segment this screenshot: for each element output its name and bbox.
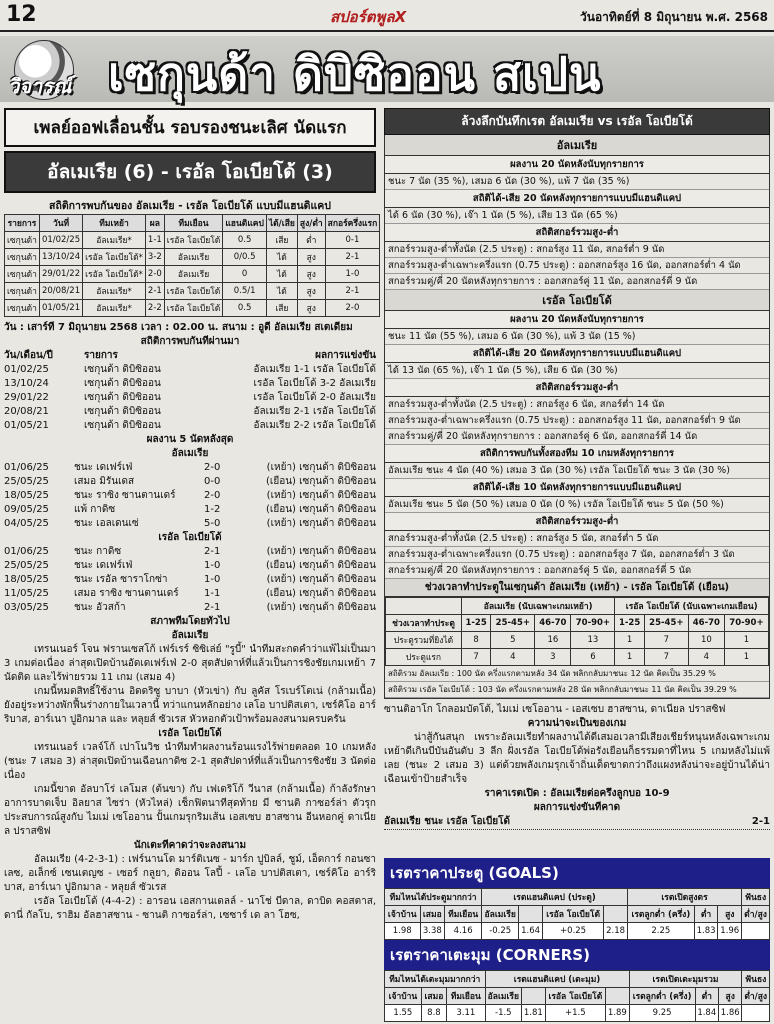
table-cell: 3.11	[447, 1005, 485, 1022]
both-ou-line: สกอร์รวมสูง-ต่ำทั้งนัด (2.5 ประตู) : สกอร์สูง 5 นัด, สกอร์ต่ำ 5 นัด	[385, 531, 769, 547]
match-title: อัลเมเรีย (6) - เรอัล โอเบียโด้ (3)	[4, 151, 376, 193]
team1-ou-line: สกอร์รวมสูง-ต่ำทั้งนัด (2.5 ประตู) : สกอร์สูง 11 นัด, สกอร์ต่ำ 9 นัด	[385, 242, 769, 258]
list-item	[4, 363, 376, 377]
goals-group2: เรตแฮนดิแคป (ประตู)	[482, 889, 628, 906]
list-item	[4, 503, 376, 517]
table-cell: 0.5	[223, 300, 267, 317]
table-cell: 1.98	[385, 923, 421, 940]
form-opponent: เสมอ มิรันเดส	[74, 476, 135, 487]
form-venue: (เหย้า) เซกุนด้า ดิบิซิออน	[266, 546, 376, 557]
goal-time-sub2: เรอัล โอเบียโด้ (นับเฉพาะเกมเยือน)	[615, 598, 769, 615]
condition-team2: เรอัล โอเบียโด้	[158, 728, 222, 739]
table-cell: 1.96	[718, 923, 742, 940]
form-score: 2-1	[204, 602, 221, 613]
form-opponent: ชนะ ราซิ่ง ซานตานเดร์	[74, 490, 176, 501]
past-header	[4, 349, 376, 363]
list-item	[4, 587, 376, 601]
table-cell: 2-1	[145, 283, 164, 300]
corners-group2: เรตแฮนดิแคป (เตะมุม)	[485, 971, 629, 988]
form-date: 03/05/25	[4, 602, 49, 613]
past-result: อัลเมเรีย 2-2 เรอัล โอเบียโด้	[253, 420, 376, 431]
goals-col	[519, 906, 543, 923]
table-cell: อัลเมเรีย*	[83, 283, 146, 300]
form-venue: (เหย้า) เซกุนด้า ดิบิซิออน	[266, 574, 376, 585]
both-record: อัลเมเรีย ชนะ 4 นัด (40 %) เสมอ 3 นัด (30 %) เรอัล โอเบียโด้ ชนะ 3 นัด (30 %)	[385, 463, 769, 479]
goals-col: สูง	[718, 906, 742, 923]
table-cell: 2.18	[604, 923, 628, 940]
corners-col: ทีมเยือน	[447, 988, 485, 1005]
table-cell: +1.5	[545, 1005, 606, 1022]
table-cell: 10	[688, 632, 724, 649]
form-score: 2-0	[204, 462, 221, 473]
table-cell: อัลเมเรีย	[164, 249, 223, 266]
h2h-caption: สถิติการพบกันของ อัลเมเรีย - เรอัล โอเบียโด้ แบบมีแฮนดิแคป	[49, 200, 331, 212]
h2h-header-cell: ทีมเหย้า	[83, 215, 146, 232]
goals-group3: เรตเปิดสูงตร	[627, 889, 741, 906]
goal-time-table	[385, 597, 769, 666]
corners-col: ต่ำ	[695, 988, 718, 1005]
table-cell: 1-0	[325, 266, 380, 283]
form-score: 0-0	[204, 476, 221, 487]
form-opponent: เสมอ ราซิ่ง ซานตานเดร์	[74, 588, 179, 599]
corners-col: ต่ำ/สูง	[742, 988, 770, 1005]
table-cell: เรอัล โอเบียโด้	[164, 232, 223, 249]
rate-stats-head: ล้วงลึกบันทึกเรต อัลเมเรีย vs เรอัล โอเบียโด้	[384, 108, 770, 135]
form-date: 01/06/25	[4, 462, 49, 473]
table-cell: 1	[724, 649, 768, 666]
list-item	[4, 377, 376, 391]
table-cell: 2-0	[325, 300, 380, 317]
form-opponent: ชนะ กาดิซ	[74, 546, 122, 557]
table-cell: เรอัล โอเบียโด้	[164, 300, 223, 317]
section-label: วิจารณ์	[8, 74, 72, 98]
condition-team1: อัลเมเรีย	[171, 630, 209, 641]
team1-hc: ได้ 6 นัด (30 %), เจ๊า 1 นัด (5 %), เสีย 13 นัด (65 %)	[385, 208, 769, 224]
list-item	[4, 545, 376, 559]
corners-odds	[384, 940, 770, 1022]
table-cell: 29/01/22	[39, 266, 82, 283]
past-result: เรอัล โอเบียโด้ 2-0 อัลเมเรีย	[253, 392, 376, 403]
table-cell: เซกุนด้า	[5, 232, 40, 249]
goals-odds-title: เรตราคาประตู (GOALS)	[384, 858, 770, 888]
past-col-comp: รายการ	[84, 350, 118, 361]
table-cell: 1.84	[695, 1005, 718, 1022]
table-cell: เรอัล โอเบียโด้*	[83, 266, 146, 283]
table-cell: เสีย	[266, 232, 297, 249]
team1-hc-head: สถิติได้-เสีย 20 นัดหลังทุกรายการแบบมีแฮนดิแคป	[385, 190, 769, 208]
lineup-team2: เรอัล โอเบียโด้ (4-4-2) : อารอน เอสกานเดลล์ - นาโช่ บีดาล, ดาบิด คอสตาส, ดานี่ กัลโบ, ราฮิม อัลฮาสซาน - ซานติ กาซอร์ล่า, เซซาร์ เด ลา โฮซ,	[4, 896, 376, 921]
goals-group1: ทีมไหนได้ประตูมากกว่า	[385, 889, 482, 906]
goal-time-col: 25-45+	[491, 615, 535, 632]
table-cell: ได้	[266, 249, 297, 266]
table-cell: 9.25	[629, 1005, 695, 1022]
both-ou-line: สกอร์รวมคู่/คี่ 20 นัดหลังทุกรายการ : ออกสกอร์คู่ 5 นัด, ออกสกอร์คี่ 5 นัด	[385, 563, 769, 579]
table-cell: 5	[491, 632, 535, 649]
goal-time-col: 1-25	[615, 615, 644, 632]
comeback-note: สถิติรวม เรอัล โอเบียโด้ : 103 นัด ครึ่งแรกตามหลัง 28 นัด พลิกกลับมาชนะ 11 นัด คิดเป็น 39.29 %	[385, 682, 769, 698]
form-venue: (เยือน) เซกุนด้า ดิบิซิออน	[266, 476, 376, 487]
form-venue: (เยือน) เซกุนด้า ดิบิซิออน	[266, 588, 376, 599]
past-competition: เซกุนด้า ดิบิซิออน	[84, 392, 161, 403]
table-cell	[742, 923, 770, 940]
h2h-table	[4, 214, 380, 317]
table-cell: 0.5	[223, 232, 267, 249]
goal-time-col: 46-70	[535, 615, 571, 632]
table-cell: อัลเมเรีย*	[83, 300, 146, 317]
predict-row	[384, 815, 770, 830]
team2-hc: ได้ 13 นัด (65 %), เจ๊า 1 นัด (5 %), เสีย 6 นัด (30 %)	[385, 363, 769, 379]
team2-record: ชนะ 11 นัด (55 %), เสมอ 6 นัด (30 %), แพ้ 3 นัด (15 %)	[385, 329, 769, 345]
goal-time-col: 70-90+	[724, 615, 768, 632]
table-row	[5, 232, 380, 249]
form-date: 25/05/25	[4, 476, 49, 487]
form-venue: (เหย้า) เซกุนด้า ดิบิซิออน	[266, 490, 376, 501]
table-cell: เซกุนด้า	[5, 300, 40, 317]
table-cell: เรอัล โอเบียโด้	[164, 283, 223, 300]
corners-col: เรอัล โอเบียโด้	[545, 988, 606, 1005]
table-cell: เซกุนด้า	[5, 283, 40, 300]
predict-title: ผลการแข่งขันที่คาด	[533, 802, 621, 813]
table-cell: 1.83	[694, 923, 718, 940]
table-cell: +0.25	[542, 923, 603, 940]
table-row	[5, 300, 380, 317]
table-cell: -0.25	[482, 923, 519, 940]
form-score: 5-0	[204, 518, 221, 529]
both-ou-line: สกอร์รวมสูง-ต่ำเฉพาะครึ่งแรก (0.75 ประตู) : ออกสกอร์สูง 7 นัด, ออกสกอร์ต่ำ 3 นัด	[385, 547, 769, 563]
table-cell: -1.5	[485, 1005, 522, 1022]
list-item	[4, 489, 376, 503]
list-item	[4, 559, 376, 573]
condition-team2-para1: เทรนเนอร์ เวลจ์โก้ เปาโนวิช นำทีมทำผลงานร้อนแรงไร้พ่ายตลอด 10 เกมหลัง (ชนะ 7 เสมอ 3) ล่าสุดเปิดบ้านเฉือนกาดิซ 2-1 สุดสัปดาห์ที่แล้วเป็นการชิงชัย 3 นัดต่อเนื่อง	[4, 742, 376, 781]
table-cell: 2-1	[325, 249, 380, 266]
form-venue: (เหย้า) เซกุนด้า ดิบิซิออน	[266, 462, 376, 473]
table-row	[5, 283, 380, 300]
table-cell: 7	[644, 632, 688, 649]
corners-odds-title: เรตราคาเตะมุม (CORNERS)	[384, 940, 770, 970]
past-date: 13/10/24	[4, 378, 49, 389]
team2-record-head: ผลงาน 20 นัดหลังนับทุกรายการ	[385, 311, 769, 329]
team1-name: อัลเมเรีย	[385, 135, 769, 156]
team1-ou-line: สกอร์รวมสูง-ต่ำเฉพาะครึ่งแรก (0.75 ประตู) : ออกสกอร์สูง 16 นัด, ออกสกอร์ต่ำ 4 นัด	[385, 258, 769, 274]
table-cell: ประตูรวมที่ยิงได้	[386, 632, 462, 649]
predict-result: อัลเมเรีย ชนะ เรอัล โอเบียโด้	[384, 816, 511, 827]
form-date: 11/05/25	[4, 588, 49, 599]
table-cell: สูง	[297, 300, 325, 317]
goals-col: ทีมเยือน	[445, 906, 482, 923]
form-score: 1-0	[204, 574, 221, 585]
table-cell: 01/05/21	[39, 300, 82, 317]
chance-title: ความน่าจะเป็นของเกม	[527, 718, 627, 729]
table-cell: 0	[223, 266, 267, 283]
form-date: 18/05/25	[4, 490, 49, 501]
team1-record-head: ผลงาน 20 นัดหลังนับทุกรายการ	[385, 156, 769, 174]
corners-col	[522, 988, 545, 1005]
team2-ou-line: สกอร์รวมสูง-ต่ำเฉพาะครึ่งแรก (0.75 ประตู) : ออกสกอร์สูง 11 นัด, ออกสกอร์ต่ำ 9 นัด	[385, 413, 769, 429]
both-hc-head: สถิติได้-เสีย 10 นัดหลังทุกรายการแบบมีแฮนดิแคป	[385, 479, 769, 497]
goals-col: ต่ำ/สูง	[742, 906, 770, 923]
odds-pick: ราคาเรตเปิด : อัลเมเรียต่อครึ่งลูกบอ 10-9	[484, 788, 670, 799]
goals-odds	[384, 858, 770, 940]
form-venue: (เหย้า) เซกุนด้า ดิบิซิออน	[266, 518, 376, 529]
past-result: เรอัล โอเบียโด้ 3-2 อัลเมเรีย	[253, 378, 376, 389]
table-cell: 1	[724, 632, 768, 649]
table-cell: 2.25	[627, 923, 694, 940]
kickoff-info: วัน : เสาร์ที่ 7 มิถุนายน 2568 เวลา : 02.00 น. สนาม : อูดี อัลเมเรีย สเตเดียม	[4, 322, 353, 333]
form-score: 1-1	[204, 588, 221, 599]
goals-group4: ฟันธง	[742, 889, 770, 906]
goal-time-head: ช่วงเวลาทำประตูในเซกุนด้า อัลเมเรีย (เหย้า) - เรอัล โอเบียโด้ (เยือน)	[385, 579, 769, 597]
table-cell: ได้	[266, 266, 297, 283]
corners-group1: ทีมไหนได้เตะมุมมากกว่า	[385, 971, 486, 988]
table-cell: 1	[615, 649, 644, 666]
goal-time-col: 70-90+	[571, 615, 615, 632]
list-item	[4, 601, 376, 615]
goal-time-sub1: อัลเมเรีย (นับเฉพาะเกมเหย้า)	[461, 598, 615, 615]
lineup-title: นักเตะที่คาดว่าจะลงสนาม	[133, 840, 247, 851]
past-title: สถิติการพบกันที่ผ่านมา	[140, 336, 240, 347]
form2-list	[4, 545, 376, 615]
table-cell: 2-0	[145, 266, 164, 283]
table-cell: สูง	[297, 249, 325, 266]
table-cell: 16	[535, 632, 571, 649]
form-title: ผลงาน 5 นัดหลังสุด	[146, 434, 234, 445]
right-column	[384, 108, 770, 830]
goals-col: เสมอ	[420, 906, 445, 923]
table-row	[386, 649, 769, 666]
issue-date: วันอาทิตย์ที่ 8 มิถุนายน พ.ศ. 2568	[580, 10, 768, 24]
list-item	[4, 517, 376, 531]
table-cell: 4	[491, 649, 535, 666]
form-opponent: ชนะ เดเฟร์เฟ่	[74, 462, 133, 473]
headline: เพลย์ออฟเลื่อนชั้น รอบรองชนะเลิศ นัดแรก	[4, 108, 376, 147]
form-opponent: แพ้ กาดิซ	[74, 504, 116, 515]
goals-odds-table	[384, 888, 770, 940]
table-cell: 01/02/25	[39, 232, 82, 249]
past-competition: เซกุนด้า ดิบิซิออน	[84, 378, 161, 389]
table-row	[386, 632, 769, 649]
corners-group3: เรตเปิดเตะมุมรวม	[629, 971, 742, 988]
team1-ou-head: สถิติสกอร์รวมสูง-ต่ำ	[385, 224, 769, 242]
form-score: 2-1	[204, 546, 221, 557]
both-ou-head: สถิติสกอร์รวมสูง-ต่ำ	[385, 513, 769, 531]
page-header	[0, 0, 774, 32]
corners-col	[606, 988, 629, 1005]
past-result: อัลเมเรีย 2-1 เรอัล โอเบียโด้	[253, 406, 376, 417]
past-date: 20/08/21	[4, 406, 49, 417]
goals-col: เรอัล โอเบียโด้	[542, 906, 603, 923]
table-cell: 2-1	[325, 283, 380, 300]
table-cell: สูง	[297, 283, 325, 300]
table-cell: 3	[535, 649, 571, 666]
table-cell: 1.89	[606, 1005, 629, 1022]
form1-list	[4, 461, 376, 531]
table-cell: 2-2	[145, 300, 164, 317]
form-opponent: ชนะ เรอัล ซาราโกซ่า	[74, 574, 168, 585]
list-item	[4, 391, 376, 405]
table-cell: 1.81	[522, 1005, 545, 1022]
corners-col: เสมอ	[421, 988, 446, 1005]
form-score: 1-0	[204, 560, 221, 571]
team2-hc-head: สถิติได้-เสีย 20 นัดหลังทุกรายการแบบมีแฮนดิแคป	[385, 345, 769, 363]
past-competition: เซกุนด้า ดิบิซิออน	[84, 364, 161, 375]
table-cell: เสีย	[266, 300, 297, 317]
table-cell: 8.8	[421, 1005, 446, 1022]
table-cell: 0/0.5	[223, 249, 267, 266]
form-score: 1-2	[204, 504, 221, 515]
goal-time-col: ช่วงเวลาทำประตู	[386, 615, 462, 632]
past-list	[4, 363, 376, 433]
chance-para: น่าสู้กันสนุก เพราะอัลเมเรียทำผลงานได้ดีเสมอเวลามีเสียงเชียร์หนุนหลังเฉพาะเกมเหย้าดีเกินบีบันอันดับ 3 ลีก ฝั่งเรอัล โอเบียโด้พ่อรังเยือนก็ธรรมดาที่ไหน 5 เกมหลังไม่แพ้เลย (ชนะ 2 เสมอ 3) แต่ด้วยพลังเกมรุกเจ้าถิ่นเด็ดขาดกว่าถึงแผงหลังน่าจะอยู่บ้านได้น่าเฉือนเข้าป้ายสำเร็จ	[384, 732, 770, 785]
goal-time-col: 46-70	[688, 615, 724, 632]
table-cell: 13/10/24	[39, 249, 82, 266]
corners-group4: ฟันธง	[742, 971, 770, 988]
lineup-team1: อัลเมเรีย (4-2-3-1) : เฟร์นานโด มาร์ติเนซ - มาร์ก ปูบิลล์, ชูม์, เอ็ดการ์ กอนซาเลซ, อเล็กซ์ เซนเตญซ - เซอร์ กลูยา, ดิออน โลปี้ - เลโอ บาปติสเตา, เซร์คิโอ อาร์ริบาส, อาร์เนา ปูอิกมาล - หลุยส์ ซัวเรส	[4, 854, 376, 893]
table-cell: 20/08/21	[39, 283, 82, 300]
condition-team2-para2: เกมนี้ขาด อัลบาโร่ เลโมส (ต้นขา) กับ เฟเดริโก้ วีนาส (กล้ามเนื้อ) ก้าลังรักษาอาการบาดเจ็บ อิลยาส ไซร่า (หัวไหล่) เช็กฟิตนาทีสุดท้าย มี ซานติ กาซอร์ล่า ตัวรุกประสบการณ์สูงกับ ไมเม่ เซโออาน ปั้นเกมรุกริมเส้น เอสเซบ ฮาสซาน อีนหอกคู่ ดาเนียล ปราสซิฟ	[4, 784, 376, 837]
corners-col: เรตลูกต่ำ (ครึ่ง)	[629, 988, 695, 1005]
table-cell: 6	[571, 649, 615, 666]
condition-team1-para2: เกมนี้หมดสิทธิ์ใช้งาน อิดดริซู บาบา (หัวเข่า) กับ ลูคัส โรเบร์โตเน่ (กล้ามเนื้อ) ยังอยู่ระหว่างพักฟื้นร่างกายในเวลานี้ ทว่าแกนหลักอย่าง เลโอ บาปติสเตา, เซร์คิโอ อาร์ริบาส, อาร์เนา ปูอิกมาล และ หลุยส์ ซัวเรส หัวหอกตัวเป้าพร้อมลงสนามครบครัน	[4, 686, 376, 725]
goals-col: อัลเมเรีย	[482, 906, 519, 923]
form-venue: (เยือน) เซกุนด้า ดิบิซิออน	[266, 560, 376, 571]
list-item	[4, 419, 376, 433]
list-item	[4, 461, 376, 475]
table-cell: อัลเมเรีย*	[83, 232, 146, 249]
corners-col: เจ้าบ้าน	[385, 988, 422, 1005]
goals-col: ต่ำ	[694, 906, 718, 923]
page-number: 12	[6, 2, 37, 27]
table-cell: เซกุนด้า	[5, 266, 40, 283]
list-item	[4, 573, 376, 587]
form-date: 01/06/25	[4, 546, 49, 557]
past-col-date: วัน/เดือน/ปี	[4, 350, 53, 361]
h2h-header-cell: สูง/ต่ำ	[297, 215, 325, 232]
form-team2: เรอัล โอเบียโด้	[158, 532, 222, 543]
goals-col: เจ้าบ้าน	[385, 906, 421, 923]
table-cell: 1-1	[145, 232, 164, 249]
form-score: 2-0	[204, 490, 221, 501]
form-date: 04/05/25	[4, 518, 49, 529]
table-cell: 1	[615, 632, 644, 649]
h2h-header-cell: รายการ	[5, 215, 40, 232]
corners-col: สูง	[719, 988, 742, 1005]
form-venue: (เยือน) เซกุนด้า ดิบิซิออน	[266, 504, 376, 515]
lineup-continued: ซานติอาโก โกลอมบัตโต้, ไมเม่ เซโออาน - เอสเซบ ฮาสซาน, ดาเนียล ปราสซิฟ	[384, 704, 726, 715]
left-column	[4, 108, 376, 923]
table-cell: สูง	[297, 266, 325, 283]
table-cell: 7	[461, 649, 490, 666]
team1-record: ชนะ 7 นัด (35 %), เสมอ 6 นัด (30 %), แพ้ 7 นัด (35 %)	[385, 174, 769, 190]
goals-col	[604, 906, 628, 923]
banner-title: เซกุนด้า ดิบิซิออน สเปน	[108, 47, 602, 101]
table-cell: ต่ำ	[297, 232, 325, 249]
form-opponent: ชนะ อัวสก้า	[74, 602, 126, 613]
team2-ou-line: สกอร์รวมสูง-ต่ำทั้งนัด (2.5 ประตู) : สกอร์สูง 6 นัด, สกอร์ต่ำ 14 นัด	[385, 397, 769, 413]
comeback-note: สถิติรวม อัลเมเรีย : 100 นัด ครึ่งแรกตามหลัง 34 นัด พลิกกลับมาชนะ 12 นัด คิดเป็น 35.29 %	[385, 666, 769, 682]
past-competition: เซกุนด้า ดิบิซิออน	[84, 420, 161, 431]
predict-score: 2-1	[751, 816, 770, 827]
goal-time-blank	[386, 598, 462, 615]
team2-ou-line: สกอร์รวมคู่/คี่ 20 นัดหลังทุกรายการ : ออกสกอร์คู่ 6 นัด, ออกสกอร์คี่ 14 นัด	[385, 429, 769, 445]
table-cell: เรอัล โอเบียโด้*	[83, 249, 146, 266]
h2h-header-cell: สกอร์ครึ่งแรก	[325, 215, 380, 232]
list-item	[4, 405, 376, 419]
condition-team1-para1: เทรนเนอร์ โจน ฟรานเซสโก้ เฟร์เรร์ ซิซิเล่ย์ "รูบี้" นำทีมสะกดคำว่าแพ้ไม่เป็นมา 3 เกมต่อเนื่อง ล่าสุดเปิดบ้านอัดเดเฟร์เฟ่ 2-0 สุดสัปดาห์ที่แล้วเป็นการชิงชัยเกมเหย้า 7 นัดติด และไร้พ่ายรวม 11 เกม (เสมอ 4)	[4, 644, 376, 683]
table-cell: อัลเมเรีย	[164, 266, 223, 283]
table-cell: 8	[461, 632, 490, 649]
table-cell: 13	[571, 632, 615, 649]
table-cell: 0-1	[325, 232, 380, 249]
table-cell: 4	[688, 649, 724, 666]
table-cell: 7	[644, 649, 688, 666]
table-row	[5, 266, 380, 283]
condition-title: สภาพทีมโดยทั่วไป	[150, 616, 230, 627]
table-cell: 0.5/1	[223, 283, 267, 300]
table-cell: ประตูแรก	[386, 649, 462, 666]
goal-time-col: 25-45+	[644, 615, 688, 632]
form-team1: อัลเมเรีย	[171, 448, 209, 459]
goals-col: เรตลูกต่ำ (ครึ่ง)	[627, 906, 694, 923]
table-cell: 3.38	[420, 923, 445, 940]
past-date: 01/02/25	[4, 364, 49, 375]
past-competition: เซกุนด้า ดิบิซิออน	[84, 406, 161, 417]
list-item	[4, 475, 376, 489]
masthead-logo: สปอร์ตพูลX	[330, 8, 407, 26]
team2-name: เรอัล โอเบียโด้	[385, 290, 769, 311]
goal-time-col: 1-25	[461, 615, 490, 632]
table-cell: 3-2	[145, 249, 164, 266]
past-date: 01/05/21	[4, 420, 49, 431]
table-cell: 1.86	[719, 1005, 742, 1022]
table-row	[5, 249, 380, 266]
both-head: สถิติการพบกันทั้งสองทีม 10 เกมหลังทุกรายการ	[385, 445, 769, 463]
corners-odds-table	[384, 970, 770, 1022]
form-date: 09/05/25	[4, 504, 49, 515]
team1-ou-line: สกอร์รวมคู่/คี่ 20 นัดหลังทุกรายการ : ออกสกอร์คู่ 11 นัด, ออกสกอร์คี่ 9 นัด	[385, 274, 769, 290]
form-opponent: ชนะ เอลเดนเซ่	[74, 518, 139, 529]
team1-stats	[384, 135, 770, 699]
past-date: 29/01/22	[4, 392, 49, 403]
h2h-header-cell: ผล	[145, 215, 164, 232]
corners-col: อัลเมเรีย	[485, 988, 522, 1005]
form-venue: (เหย้า) เซกุนด้า ดิบิซิออน	[266, 602, 376, 613]
form-opponent: ชนะ เดเฟร์เฟ่	[74, 560, 133, 571]
table-cell: 1.55	[385, 1005, 422, 1022]
table-cell	[742, 1005, 770, 1022]
team2-ou-head: สถิติสกอร์รวมสูง-ต่ำ	[385, 379, 769, 397]
both-hc: อัลเมเรีย ชนะ 5 นัด (50 %) เสมอ 0 นัด (0 %) เรอัล โอเบียโด้ ชนะ 5 นัด (50 %)	[385, 497, 769, 513]
h2h-header-cell: แฮนดิแคป	[223, 215, 267, 232]
table-cell: ได้	[266, 283, 297, 300]
past-result: อัลเมเรีย 1-1 เรอัล โอเบียโด้	[253, 364, 376, 375]
form-date: 25/05/25	[4, 560, 49, 571]
past-col-result: ผลการแข่งขัน	[315, 350, 376, 361]
h2h-header-cell: วันที่	[39, 215, 82, 232]
table-cell: เซกุนด้า	[5, 249, 40, 266]
form-date: 18/05/25	[4, 574, 49, 585]
h2h-header-cell: ได้/เสีย	[266, 215, 297, 232]
h2h-header-cell: ทีมเยือน	[164, 215, 223, 232]
table-cell: 1.64	[519, 923, 543, 940]
table-cell: 4.16	[445, 923, 482, 940]
